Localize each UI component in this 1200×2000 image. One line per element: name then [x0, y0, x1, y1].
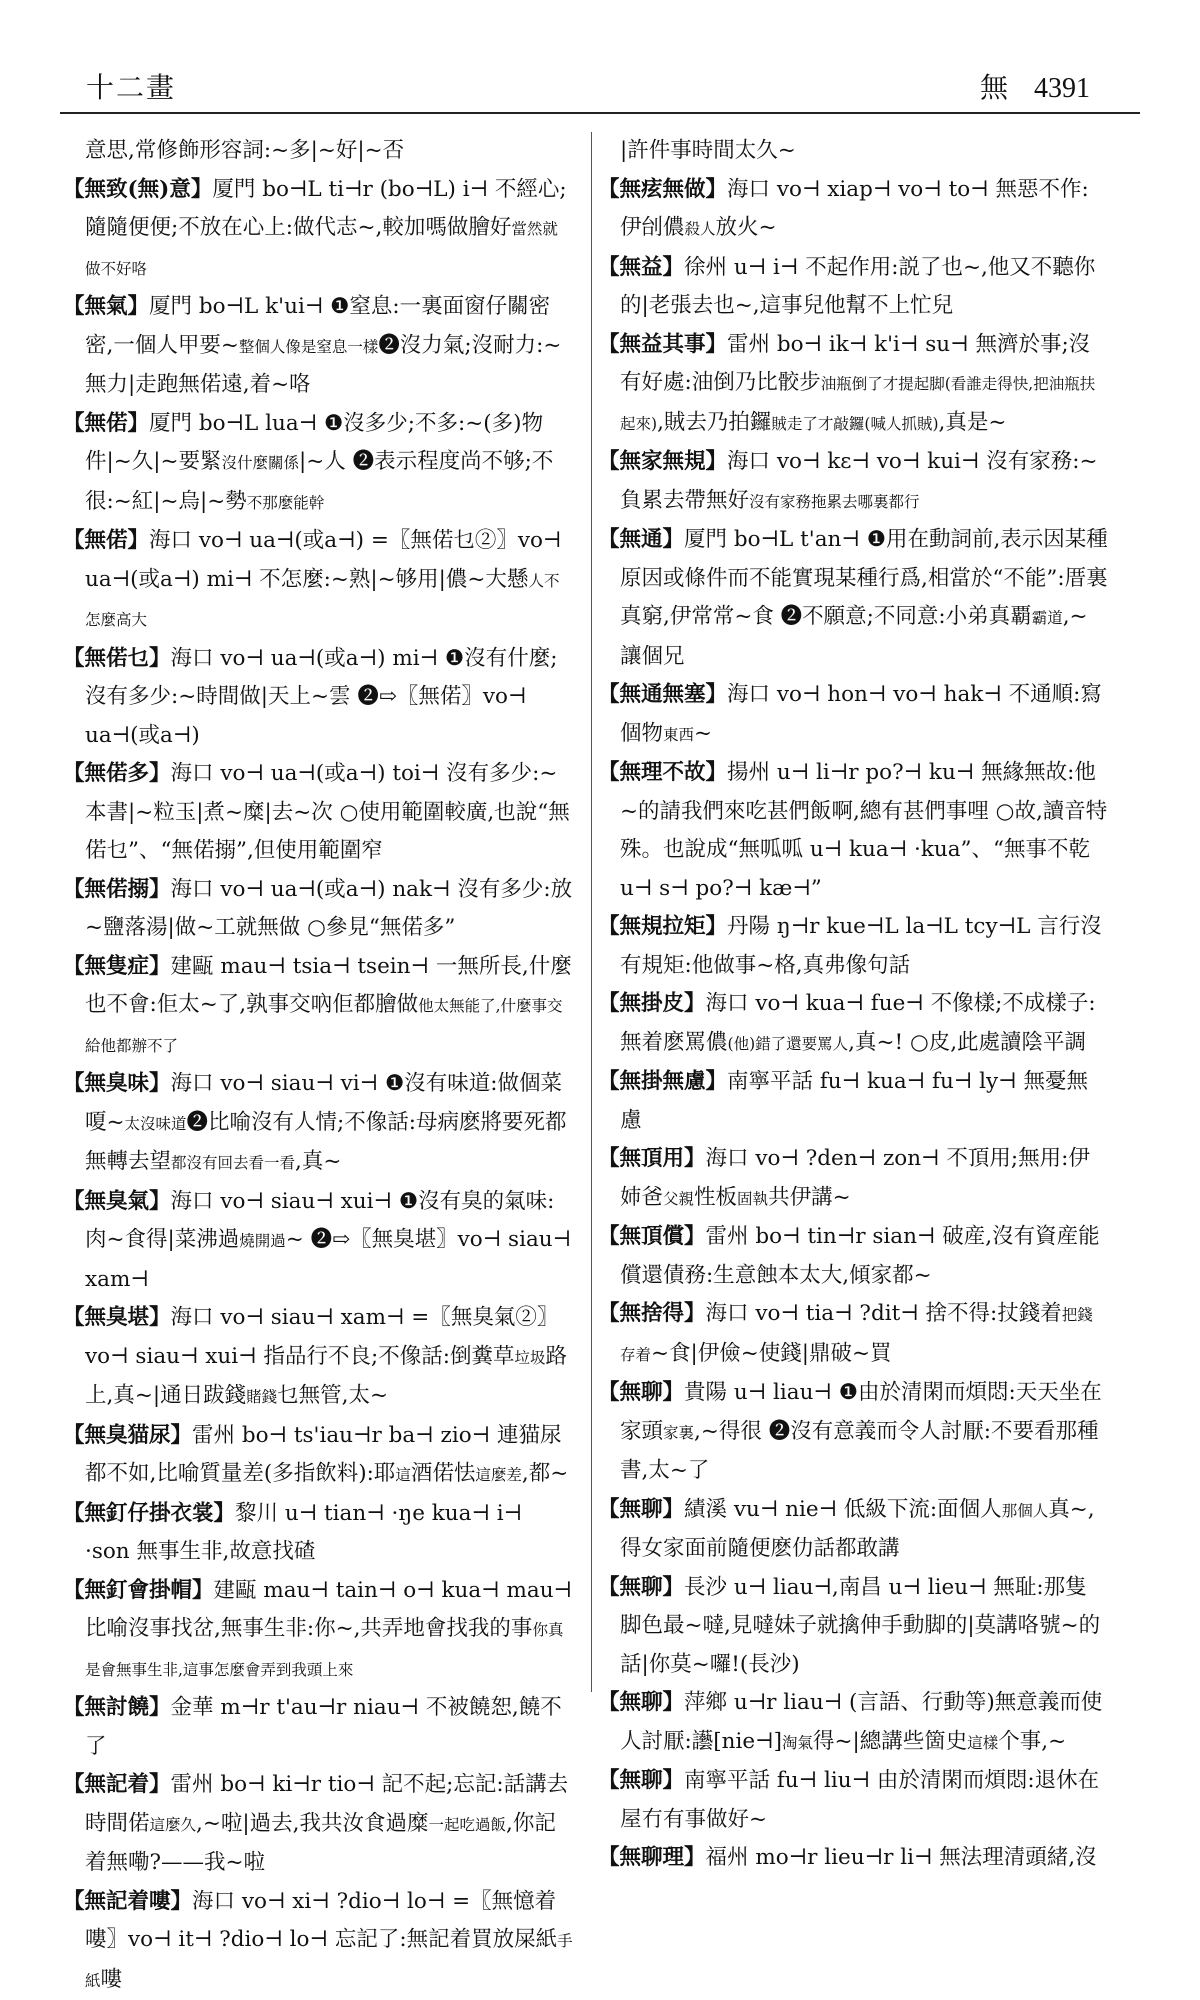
entry-headword: 【無通】 [598, 527, 684, 552]
entry-headword: 【無偌】 [63, 411, 149, 436]
dictionary-entry [598, 1569, 1108, 1685]
entry-definition: ,你記着無嘞?——我~啦 [85, 1811, 556, 1876]
entry-definition: ,真是~ [939, 410, 1007, 435]
entry-headword: 【無偌】 [63, 528, 149, 553]
entry-headword: 【無掛無慮】 [598, 1069, 727, 1094]
entry-definition: 海口 vo⊣ ua⊣(或a⊣) mi⊣ ❶沒有什麼;沒有多少:~時間做|天上~雲 ❷⇨〖無偌〗vo⊣ ua⊣(或a⊣) [85, 646, 557, 748]
entry-definition: 海口 vo⊣ kε⊣ vo⊣ kui⊣ 沒有家務:~負累去帶無好 [620, 449, 1098, 513]
entry-definition: 海口 vo⊣ ua⊣(或a⊣) =〖無偌乜②〗vo⊣ ua⊣(或a⊣) mi⊣ 不怎麼:~熟|~够用|儂~大懸 [85, 528, 561, 592]
entry-gloss: 沒什麼關係 [222, 454, 300, 472]
entry-gloss: 你真是會無事生非,這事怎麼會弄到我頭上來 [85, 1621, 563, 1679]
entry-headword: 【無偌搦】 [63, 877, 171, 902]
entry-definition: 丹陽 ŋ⊣r kue⊣L la⊣L tcy⊣L 言行沒有規矩:他做事~格,真弗像句話 [620, 914, 1102, 978]
entry-definition: |~人 ❷表示程度尚不够;不很:~紅|~烏|~勢 [85, 449, 553, 514]
entry-gloss: 垃圾 [514, 1349, 545, 1367]
entry-gloss: 沒有家務拖累去哪裏都行 [749, 493, 920, 511]
entry-definition: 乜無管,太~ [277, 1383, 388, 1408]
dictionary-entry [598, 1684, 1108, 1762]
continued-text [598, 132, 1108, 171]
entry-definition: 海口 vo⊣ siau⊣ vi⊣ ❶沒有味道:做個菜嗄~ [85, 1071, 562, 1135]
entry-text: |許件事時間太久~ [620, 138, 796, 163]
entry-definition: 海口 vo⊣ ?den⊣ zon⊣ 不頂用;無用:伊姉爸 [620, 1146, 1090, 1210]
entry-headword: 【無聊】 [598, 1768, 684, 1793]
entry-definition: ,~讓個兄 [620, 604, 1088, 669]
entry-definition: 路上,真~|通日跋錢 [85, 1344, 567, 1409]
dictionary-entry [598, 249, 1108, 326]
entry-gloss: 賊走了才敲鑼(喊人抓賊) [771, 415, 938, 433]
entry-definition: 海口 vo⊣ hon⊣ vo⊣ hak⊣ 不通順:寫個物 [620, 682, 1102, 746]
entry-definition: ,賊去乃拍鑼 [657, 410, 771, 435]
entry-headword: 【無記着】 [63, 1772, 171, 1797]
dictionary-entry [598, 1218, 1108, 1295]
entry-definition: 南寧平話 fu⊣ kua⊣ fu⊣ ly⊣ 無憂無慮 [620, 1069, 1088, 1133]
dictionary-entry [598, 908, 1108, 985]
entry-headword: 【無偌多】 [63, 761, 171, 786]
right-column [598, 132, 1108, 1692]
dictionary-entry [598, 754, 1108, 908]
entry-gloss: 油瓶倒了才提起脚(看誰走得快,把油瓶扶起來) [620, 375, 1095, 433]
dictionary-entry [598, 171, 1108, 249]
entry-definition: ❷比喻沒有人情;不像話:母病麽將要死都無轉去望 [85, 1110, 567, 1175]
entry-gloss: 這 [395, 1466, 411, 1484]
entry-gloss: 手紙 [85, 1932, 573, 1990]
entry-headword: 【無理不故】 [598, 760, 727, 785]
entry-gloss: 人不怎麼高大 [85, 572, 559, 630]
entry-definition: ,真~ [295, 1149, 341, 1174]
continued-text [63, 132, 573, 171]
entry-definition: 酒偌怯 [411, 1461, 476, 1486]
entry-headword: 【無規拉矩】 [598, 914, 727, 939]
entry-definition: 揚州 u⊣ li⊣r po?⊣ ku⊣ 無緣無故:他~的請我們來吃甚們飯啊,總有甚們事哩 ○故,讀音特殊。也說成“無呱呱 u⊣ kua⊣ ·kua”、“無事不乾 u⊣ s⊣ po?⊣ kæ⊣” [620, 760, 1107, 901]
entry-definition: 海口 vo⊣ kua⊣ fue⊣ 不像樣;不成樣子:無着麽罵儂 [620, 991, 1096, 1055]
entry-gloss: 殺人 [685, 220, 716, 238]
dictionary-entry [598, 1374, 1108, 1491]
entry-definition: 雷州 bo⊣ ki⊣r tio⊣ 記不起;忘記:話講去時間偌 [85, 1772, 568, 1836]
entry-definition: 海口 vo⊣ siau⊣ xui⊣ ❶沒有臭的氣味:肉~食得|菜沸過 [85, 1189, 554, 1253]
entry-headword: 【無痃無做】 [598, 177, 727, 202]
dictionary-entry [598, 326, 1108, 444]
entry-definition: 長沙 u⊣ liau⊣,南昌 u⊣ lieu⊣ 無耻:那隻脚色最~噠,見噠妹子就擒伸手動脚的|莫講咯號~的話|你莫~囉!(長沙) [620, 1575, 1100, 1677]
entry-gloss: 家裏 [663, 1424, 694, 1442]
entry-headword: 【無臭猫尿】 [63, 1423, 192, 1448]
entry-gloss: 這樣 [967, 1734, 998, 1752]
entry-definition: 厦門 bo⊣L ti⊣r (bo⊣L) i⊣ 不經心;隨隨便便;不放在心上:做代志~,較加嗎做膾好 [85, 177, 567, 241]
entry-definition: 共伊講~ [768, 1185, 851, 1210]
entry-definition: 建甌 mau⊣ tain⊣ o⊣ kua⊣ mau⊣ 比喻沒事找岔,無事生非:你~,共弄地會找我的事 [85, 1578, 572, 1642]
entry-gloss: 這麼久 [150, 1816, 197, 1834]
dictionary-entry [63, 1572, 573, 1690]
column-divider [591, 132, 592, 1692]
entry-headword: 【無頂償】 [598, 1224, 706, 1249]
entry-definition: ,~得很 ❷沒有意義而令人討厭:不要看那種書,太~了 [620, 1419, 1098, 1484]
dictionary-entry [598, 1140, 1108, 1218]
entry-definition: 厦門 bo⊣L lua⊣ ❶沒多少;不多:~(多)物件|~久|~要緊 [85, 411, 543, 475]
entry-definition: 海口 vo⊣ ua⊣(或a⊣) nak⊣ 沒有多少:放~鹽落湯|做~工就無做 ○參見“無偌多” [85, 877, 572, 941]
entry-gloss: 把錢存着 [620, 1306, 1093, 1364]
header-rule [60, 112, 1140, 114]
entry-headword: 【無掛皮】 [598, 991, 706, 1016]
dictionary-entry [63, 1689, 573, 1766]
entry-definition: ,都~ [522, 1461, 568, 1486]
entry-gloss: 這麼差 [475, 1466, 522, 1484]
entry-gloss: 賭錢 [246, 1388, 277, 1406]
entry-gloss: 他太無能了,什麼事交給他都辦不了 [85, 997, 563, 1055]
entry-headword: 【無益】 [598, 255, 684, 280]
entry-definition: 嘍 [101, 1967, 123, 1992]
entry-headword: 【無臭氣】 [63, 1189, 171, 1214]
entry-definition: 福州 mo⊣r lieu⊣r li⊣ 無法理清頭緒,沒 [706, 1845, 1097, 1870]
dictionary-entry [63, 1183, 573, 1300]
entry-headword: 【無聊】 [598, 1497, 684, 1522]
dictionary-entry [598, 1839, 1108, 1878]
dictionary-entry [63, 522, 573, 640]
dictionary-entry [598, 1063, 1108, 1140]
entry-headword: 【無臭堪】 [63, 1305, 171, 1330]
dictionary-entry [598, 1762, 1108, 1839]
dictionary-entry [63, 1883, 573, 2000]
entry-gloss: 固執 [737, 1190, 768, 1208]
entry-gloss: 燒開過 [239, 1232, 286, 1250]
entry-headword: 【無記着嘍】 [63, 1889, 192, 1914]
entry-gloss: (他)錯了還要罵人 [728, 1035, 849, 1053]
entry-headword: 【無釘仔掛衣裳】 [63, 1501, 235, 1526]
entry-definition: 真~,得女家面前隨便麽仂話都敢講 [620, 1497, 1095, 1562]
dictionary-entry [63, 171, 573, 289]
entry-headword: 【無捨得】 [598, 1301, 706, 1326]
dictionary-entry [63, 755, 573, 871]
entry-definition: ~食|伊儉~使錢|鼎破~買 [651, 1341, 892, 1366]
entry-definition: 海口 vo⊣ siau⊣ xam⊣ =〖無臭氣②〗vo⊣ siau⊣ xui⊣ 指品行不良;不像話:倒糞草 [85, 1305, 558, 1369]
entry-definition: 徐州 u⊣ i⊣ 不起作用:説了也~,他又不聽你的|老張去也~,這事兒他幫不上忙兒 [620, 255, 1095, 319]
entry-headword: 【無家無規】 [598, 449, 727, 474]
entry-headword: 【無偌乜】 [63, 646, 171, 671]
dictionary-entry [63, 1417, 573, 1495]
dictionary-entry [598, 985, 1108, 1063]
dictionary-entry [63, 1766, 573, 1883]
dictionary-entry [598, 521, 1108, 676]
entry-headword: 【無益其事】 [598, 332, 727, 357]
entry-definition: 雷州 bo⊣ ik⊣ k'i⊣ su⊣ 無濟於事;沒有好處:油倒乃比骹步 [620, 332, 1090, 396]
dictionary-entry [63, 640, 573, 756]
entry-definition: 雷州 bo⊣ tin⊣r sian⊣ 破産,沒有資産能償還債務:生意蝕本太大,傾家都~ [620, 1224, 1100, 1288]
entry-definition: 海口 vo⊣ ua⊣(或a⊣) toi⊣ 沒有多少:~本書|~粒玉|煮~糜|去~次 ○使用範圍較廣,也說“無偌乜”、“無偌搦”,但使用範圍窄 [85, 761, 570, 863]
entry-definition: 南寧平話 fu⊣ liu⊣ 由於清閑而煩悶:退休在屋冇有事做好~ [620, 1768, 1099, 1832]
entry-definition: 海口 vo⊣ xiap⊣ vo⊣ to⊣ 無惡不作:伊刣儂 [620, 177, 1089, 241]
entry-gloss: 一起吃過飯 [428, 1816, 506, 1834]
entry-gloss: 都沒有回去看一看 [171, 1154, 295, 1172]
entry-definition: 黎川 u⊣ tian⊣ ·ŋe kua⊣ i⊣ ·son 無事生非,故意找碴 [85, 1501, 522, 1565]
entry-definition: 海口 vo⊣ tia⊣ ?dit⊣ 捨不得:扙錢着 [706, 1301, 1062, 1326]
entry-gloss: 東西 [663, 726, 694, 744]
dictionary-entry [63, 871, 573, 948]
dictionary-entry [63, 1495, 573, 1572]
entry-definition: 貴陽 u⊣ liau⊣ ❶由於清閑而煩悶:天天坐在家頭 [620, 1380, 1102, 1444]
entry-definition: 个事,~ [998, 1729, 1066, 1754]
entry-gloss: 霸道 [1032, 609, 1063, 627]
section-header: 十二畫 [86, 66, 176, 106]
entry-definition: ,真~! ○皮,此處讀陰平調 [848, 1030, 1086, 1055]
dictionary-entry [598, 676, 1108, 754]
entry-definition: ~ [694, 721, 712, 746]
entry-definition: 厦門 bo⊣L t'an⊣ ❶用在動詞前,表示因某種原因或條件而不能實現某種行爲,相當於“不能”:厝裏真窮,伊常常~食 ❷不願意;不同意:小弟真覇 [620, 527, 1108, 629]
dictionary-entry [598, 1491, 1108, 1569]
entry-headword: 【無通無塞】 [598, 682, 727, 707]
entry-headword: 【無氣】 [63, 294, 149, 319]
dictionary-entry [63, 288, 573, 405]
entry-headword: 【無臭味】 [63, 1071, 171, 1096]
entry-definition: 萍鄉 u⊣r liau⊣ (言語、行動等)無意義而使人討厭:讛[nie⊣] [620, 1690, 1102, 1754]
entry-gloss: 淘氣 [782, 1734, 813, 1752]
entry-headword: 【無釘會掛帽】 [63, 1578, 214, 1603]
entry-definition: ❷沒力氣;沒耐力:~無力|走跑無偌遠,着~咯 [85, 333, 561, 398]
entry-definition: ,~啦|過去,我共汝食過糜 [196, 1811, 428, 1836]
header-character: 無 [980, 71, 1008, 104]
entry-definition: 海口 vo⊣ xi⊣ ?dio⊣ lo⊣ =〖無憶着嘍〗vo⊣ it⊣ ?dio⊣ lo⊣ 忘記了:無記着買放屎紙 [85, 1889, 557, 1953]
dictionary-entry [63, 405, 573, 523]
dictionary-entry [598, 443, 1108, 521]
entry-definition: 放火~ [716, 215, 777, 240]
entry-definition: ~ ❷⇨〖無臭堪〗vo⊣ siau⊣ xam⊣ [85, 1227, 571, 1292]
entry-definition: 得~|總講些箇史 [813, 1729, 967, 1754]
entry-definition: 雷州 bo⊣ ts'iau⊣r ba⊣ zio⊣ 連猫尿都不如,比喻質量差(多指飲料):耶 [85, 1423, 561, 1487]
entry-definition: 性板 [694, 1185, 737, 1210]
entry-headword: 【無討饒】 [63, 1695, 171, 1720]
entry-definition: 厦門 bo⊣L k'ui⊣ ❶窒息:一裏面窗仔關密密,一個人甲要~ [85, 294, 550, 358]
entry-gloss: 不那麼能幹 [247, 494, 325, 512]
entry-headword: 【無聊理】 [598, 1845, 706, 1870]
entry-headword: 【無頂用】 [598, 1146, 706, 1171]
page-number: 4391 [1034, 73, 1090, 104]
entry-headword: 【無隻症】 [63, 954, 171, 979]
entry-definition: 績溪 vu⊣ nie⊣ 低級下流:面個人 [684, 1497, 1002, 1522]
entry-gloss: 父親 [663, 1190, 694, 1208]
entry-headword: 【無聊】 [598, 1575, 684, 1600]
dictionary-entry [63, 1299, 573, 1417]
entry-gloss: 整個人像是窒息一樣 [239, 338, 379, 356]
entry-headword: 【無致(無)意】 [63, 177, 212, 202]
dictionary-entry [598, 1295, 1108, 1374]
entry-gloss: 那個人 [1002, 1502, 1049, 1520]
entry-gloss: 當然就做不好咯 [85, 220, 558, 278]
entry-definition: 建甌 mau⊣ tsia⊣ tsein⊣ 一無所長,什麼也不會:佢太~了,孰事交吶佢都膾做 [85, 954, 572, 1018]
dictionary-entry [63, 948, 573, 1066]
entry-headword: 【無聊】 [598, 1380, 684, 1405]
left-column [63, 132, 573, 1692]
entry-headword: 【無聊】 [598, 1690, 684, 1715]
dictionary-entry [63, 1065, 573, 1183]
entry-text: 意思,常修飾形容詞:~多|~好|~否 [85, 138, 404, 163]
entry-definition: 金華 m⊣r t'au⊣r niau⊣ 不被饒恕,饒不了 [85, 1695, 562, 1759]
page-header-right [980, 66, 1090, 106]
entry-gloss: 太沒味道 [125, 1115, 187, 1133]
